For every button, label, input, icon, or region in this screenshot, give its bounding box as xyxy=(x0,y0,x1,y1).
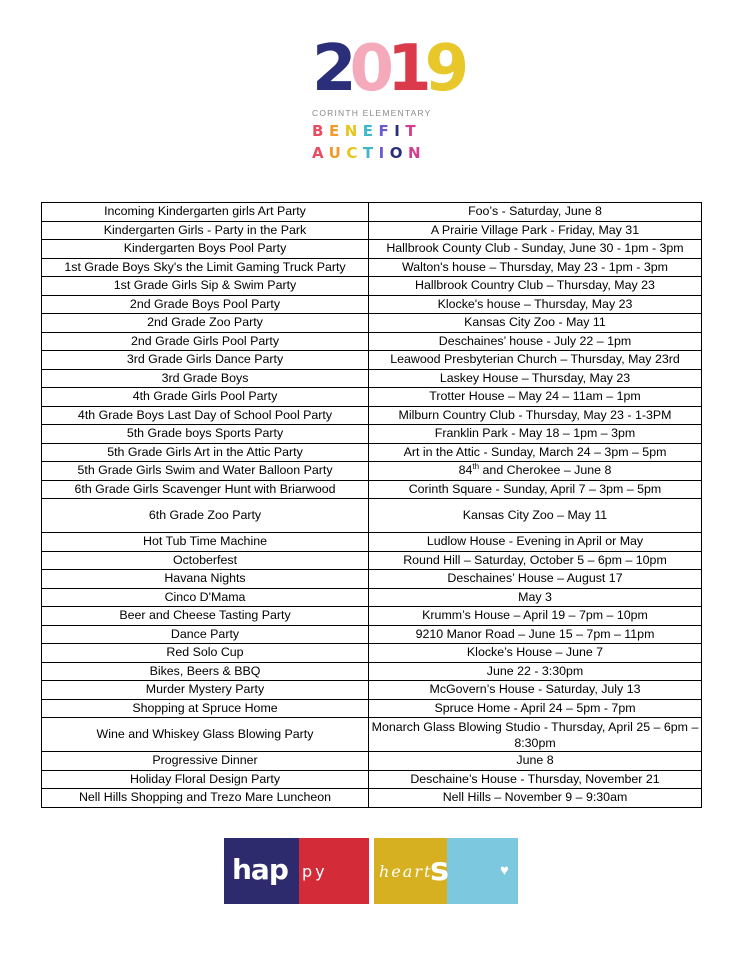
event-name-cell: Cinco D'Mama xyxy=(42,588,369,607)
detail-text: and Cherokee – June 8 xyxy=(479,463,612,478)
event-details-cell: Milburn Country Club - Thursday, May 23 - 1-3PM xyxy=(369,406,702,425)
table-row xyxy=(42,789,702,808)
logo-letter: E xyxy=(328,122,345,140)
table-row xyxy=(42,752,702,771)
logo-year-digit: 2 xyxy=(312,32,350,106)
event-details-cell: Deschaines’ House – August 17 xyxy=(369,570,702,589)
logo-letter: N xyxy=(344,122,363,140)
logo-letter: B xyxy=(312,122,329,140)
event-details-cell: Franklin Park - May 18 – 1pm – 3pm xyxy=(369,425,702,444)
logo-letter: T xyxy=(362,144,379,162)
event-details-cell: Trotter House – May 24 – 11am – 1pm xyxy=(369,388,702,407)
table-row xyxy=(42,480,702,499)
logo-school-name: CORINTH ELEMENTARY xyxy=(312,108,432,118)
event-details-cell: Klocke’s House – June 7 xyxy=(369,644,702,663)
table-row xyxy=(42,425,702,444)
table-row xyxy=(42,295,702,314)
event-name-cell: 2nd Grade Boys Pool Party xyxy=(42,295,369,314)
table-row xyxy=(42,644,702,663)
logo-benefit-word xyxy=(312,122,421,140)
event-details-cell: Spruce Home - April 24 – 5pm - 7pm xyxy=(369,699,702,718)
table-row xyxy=(42,221,702,240)
event-details-cell: May 3 xyxy=(369,588,702,607)
logo-letter: U xyxy=(328,144,347,162)
event-details-cell: Walton's house – Thursday, May 23 - 1pm - 3pm xyxy=(369,258,702,277)
event-details-cell: Hallbrook County Club - Sunday, June 30 - 1pm - 3pm xyxy=(369,240,702,259)
event-name-cell: 5th Grade Girls Swim and Water Balloon Party xyxy=(42,462,369,481)
event-name-cell: Holiday Floral Design Party xyxy=(42,770,369,789)
table-row xyxy=(42,699,702,718)
table-row xyxy=(42,203,702,222)
table-row xyxy=(42,406,702,425)
event-details-cell: Deschaines’ house - July 22 – 1pm xyxy=(369,332,702,351)
table-row xyxy=(42,314,702,333)
event-details-cell: June 22 - 3:30pm xyxy=(369,662,702,681)
table-row xyxy=(42,770,702,789)
event-details-cell: Foo’s - Saturday, June 8 xyxy=(369,203,702,222)
event-name-cell: Progressive Dinner xyxy=(42,752,369,771)
detail-ordinal-suffix: th xyxy=(472,462,480,472)
event-details-cell: Hallbrook Country Club – Thursday, May 23 xyxy=(369,277,702,296)
logo-letter: N xyxy=(407,144,427,162)
event-name-cell: Wine and Whiskey Glass Blowing Party xyxy=(42,718,369,752)
event-details-cell: Kansas City Zoo - May 11 xyxy=(369,314,702,333)
table-row xyxy=(42,533,702,552)
event-name-cell: Dance Party xyxy=(42,625,369,644)
table-row xyxy=(42,607,702,626)
event-name-cell: Octoberfest xyxy=(42,551,369,570)
logo-letter: I xyxy=(394,122,406,140)
table-row xyxy=(42,240,702,259)
banner-text-heart: heart xyxy=(379,862,433,881)
event-name-cell: Kindergarten Girls - Party in the Park xyxy=(42,221,369,240)
event-name-cell: 3rd Grade Boys xyxy=(42,369,369,388)
table-row xyxy=(42,499,702,533)
event-name-cell: Shopping at Spruce Home xyxy=(42,699,369,718)
table-row xyxy=(42,551,702,570)
event-name-cell: Red Solo Cup xyxy=(42,644,369,663)
event-name-cell: 5th Grade boys Sports Party xyxy=(42,425,369,444)
event-name-cell: 1st Grade Girls Sip & Swim Party xyxy=(42,277,369,296)
event-name-cell: Havana Nights xyxy=(42,570,369,589)
event-name-cell: Murder Mystery Party xyxy=(42,681,369,700)
event-details-cell: Kansas City Zoo – May 11 xyxy=(369,499,702,533)
event-name-cell: 5th Grade Girls Art in the Attic Party xyxy=(42,443,369,462)
table-row xyxy=(42,277,702,296)
logo-letter: O xyxy=(389,144,408,162)
logo-letter: C xyxy=(346,144,363,162)
event-details-cell: Klocke's house – Thursday, May 23 xyxy=(369,295,702,314)
event-name-cell: 6th Grade Zoo Party xyxy=(42,499,369,533)
event-details-cell: Nell Hills – November 9 – 9:30am xyxy=(369,789,702,808)
event-details-cell: Krumm’s House – April 19 – 7pm – 10pm xyxy=(369,607,702,626)
logo-letter: A xyxy=(312,144,329,162)
event-name-cell: Hot Tub Time Machine xyxy=(42,533,369,552)
logo-year xyxy=(312,32,463,106)
event-name-cell: 3rd Grade Girls Dance Party xyxy=(42,351,369,370)
event-details-cell: 9210 Manor Road – June 15 – 7pm – 11pm xyxy=(369,625,702,644)
logo-year-digit: 9 xyxy=(424,32,463,106)
event-details-cell: June 8 xyxy=(369,752,702,771)
table-row xyxy=(42,332,702,351)
banner-text-hap: hap xyxy=(232,853,288,886)
event-details-cell: Corinth Square - Sunday, April 7 – 3pm – 5pm xyxy=(369,480,702,499)
table-row xyxy=(42,258,702,277)
detail-number: 84 xyxy=(458,463,473,478)
table-row xyxy=(42,388,702,407)
event-name-cell: 6th Grade Girls Scavenger Hunt with Briarwood xyxy=(42,480,369,499)
event-details-cell: Leawood Presbyterian Church – Thursday, May 23rd xyxy=(369,351,702,370)
happy-hearts-banner xyxy=(224,838,518,904)
table-row xyxy=(42,351,702,370)
table-row xyxy=(42,625,702,644)
event-name-cell: Bikes, Beers & BBQ xyxy=(42,662,369,681)
event-details-cell: McGovern’s House - Saturday, July 13 xyxy=(369,681,702,700)
event-details-cell xyxy=(369,462,702,481)
table-row xyxy=(42,718,702,752)
event-details-cell: Ludlow House - Evening in April or May xyxy=(369,533,702,552)
table-row xyxy=(42,681,702,700)
logo-letter: E xyxy=(362,122,379,140)
table-row xyxy=(42,369,702,388)
event-details-cell: A Prairie Village Park - Friday, May 31 xyxy=(369,221,702,240)
auction-events-table xyxy=(41,202,702,808)
heart-icon: ♥ xyxy=(500,862,509,879)
table-row xyxy=(42,588,702,607)
table-row xyxy=(42,570,702,589)
logo-letter: T xyxy=(405,122,422,140)
event-name-cell: Beer and Cheese Tasting Party xyxy=(42,607,369,626)
event-details-cell: Monarch Glass Blowing Studio - Thursday, April 25 – 6pm – 8:30pm xyxy=(369,718,702,752)
logo-auction-word xyxy=(312,144,426,162)
event-name-cell: Kindergarten Boys Pool Party xyxy=(42,240,369,259)
logo-year-digit: 0 xyxy=(349,32,388,106)
event-details-cell: Laskey House – Thursday, May 23 xyxy=(369,369,702,388)
logo-letter: F xyxy=(378,122,395,140)
banner-text-py: py xyxy=(302,862,328,881)
event-name-cell: 4th Grade Boys Last Day of School Pool Party xyxy=(42,406,369,425)
logo-year-digit: 1 xyxy=(387,32,425,106)
event-details-cell: Round Hill – Saturday, October 5 – 6pm – 10pm xyxy=(369,551,702,570)
event-name-cell: 2nd Grade Zoo Party xyxy=(42,314,369,333)
event-name-cell: Nell Hills Shopping and Trezo Mare Luncheon xyxy=(42,789,369,808)
table-row xyxy=(42,462,702,481)
event-name-cell: 2nd Grade Girls Pool Party xyxy=(42,332,369,351)
logo-letter: I xyxy=(378,144,390,162)
table-row xyxy=(42,443,702,462)
event-details-cell: Deschaine’s House - Thursday, November 21 xyxy=(369,770,702,789)
auction-logo xyxy=(0,32,742,168)
table-row xyxy=(42,662,702,681)
event-name-cell: 1st Grade Boys Sky's the Limit Gaming Truck Party xyxy=(42,258,369,277)
event-details-cell: Art in the Attic - Sunday, March 24 – 3pm – 5pm xyxy=(369,443,702,462)
event-name-cell: Incoming Kindergarten girls Art Party xyxy=(42,203,369,222)
event-name-cell: 4th Grade Girls Pool Party xyxy=(42,388,369,407)
banner-text-s: s xyxy=(430,850,450,888)
